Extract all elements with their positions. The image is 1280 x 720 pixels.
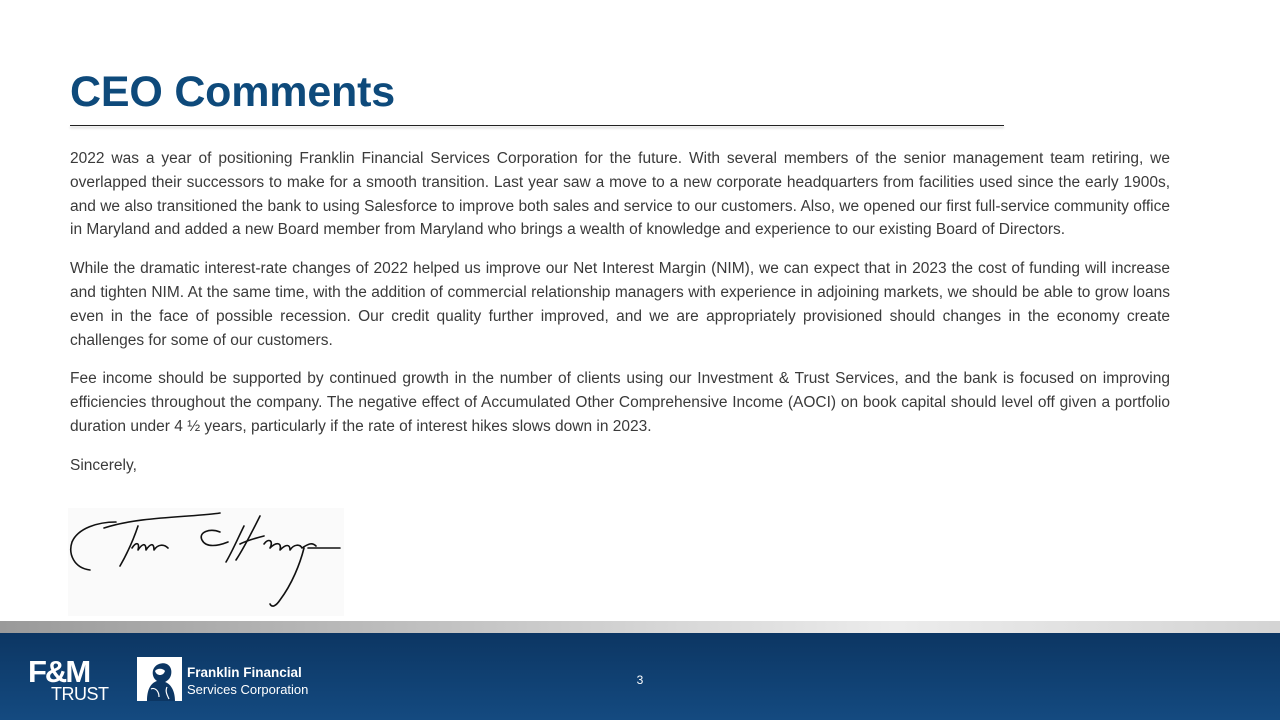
fm-logo-trust: TRUST [51, 684, 109, 704]
title-divider [70, 125, 1004, 126]
company-name-line1: Franklin Financial [187, 665, 302, 680]
signature-image [68, 508, 344, 616]
closing-salutation: Sincerely, [70, 456, 137, 474]
footer [0, 633, 1280, 720]
fm-logo-mark: F&M [28, 654, 90, 689]
franklin-portrait-emblem-icon [137, 657, 182, 701]
paragraph-1: 2022 was a year of positioning Franklin Financial Services Corporation for the future. With several members of the senior management team retiring, we overlapped their successors to make for a smooth transition. Last year saw a move to a new corporate headquarters from facilities used since the early 1900s, and we also transitioned the bank to using Salesforce to improve both sales and service to our customers. Also, we opened our first full-service community office in Maryland and added a new Board member from Maryland who brings a wealth of knowledge and experience to our existing Board of Directors. [70, 150, 1170, 239]
paragraph-3: Fee income should be supported by continued growth in the number of clients using our Investment & Trust Services, and the bank is focused on improving efficiencies throughout the company. The negative effect of Accumulated Other Comprehensive Income (AOCI) on book capital should level off given a portfolio duration under 4 ½ years, particularly if the rate of interest hikes slows down in 2023. [70, 370, 1170, 435]
footer-divider-band [0, 621, 1280, 633]
paragraph-2: While the dramatic interest-rate changes of 2022 helped us improve our Net Interest Margin (NIM), we can expect that in 2023 the cost of funding will increase and tighten NIM. At the same time, with the addition of commercial relationship managers with experience in adjoining markets, we should be able to grow loans even in the face of possible recession. Our credit quality further improved, and we are appropriately provisioned should changes in the economy create challenges for some of our customers. [70, 260, 1170, 349]
franklin-financial-logo [137, 657, 307, 703]
page-number: 3 [636, 673, 644, 687]
fm-trust-logo [28, 654, 110, 704]
page-title: CEO Comments [70, 68, 395, 116]
body-text [70, 147, 1170, 493]
company-name-line2: Services Corporation [187, 682, 309, 697]
